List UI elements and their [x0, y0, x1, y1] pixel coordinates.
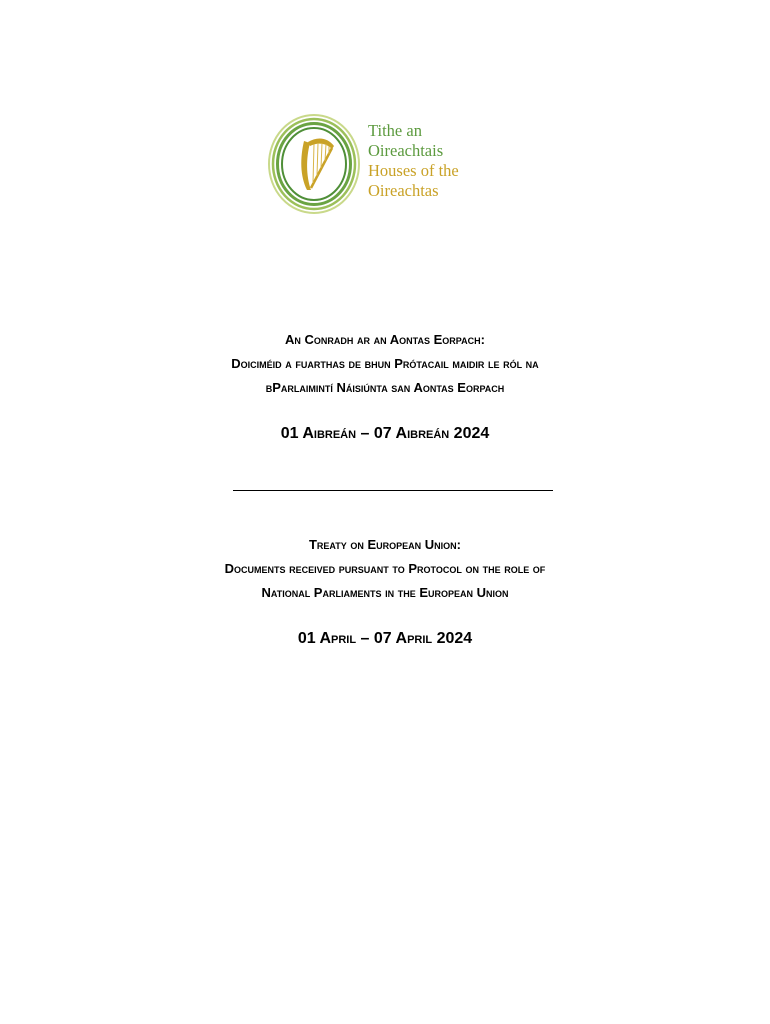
- english-title-line3: National Parliaments in the European Union: [261, 585, 509, 600]
- logo-english-line2: Oireachtas: [368, 181, 439, 200]
- english-title-line2: Documents received pursuant to Protocol on the role of: [224, 561, 546, 576]
- irish-date: 01 Aibreán – 07 Aibreán 2024: [280, 425, 490, 442]
- english-date-block: [0, 627, 770, 651]
- english-date: 01 April – 07 April 2024: [297, 630, 473, 647]
- english-title-block: [0, 533, 770, 605]
- irish-title-block: [0, 328, 770, 400]
- logo-wordmark: [368, 121, 459, 201]
- english-title-line1: Treaty on European Union:: [308, 537, 461, 552]
- irish-date-block: [0, 422, 770, 446]
- separator-line: [233, 490, 553, 491]
- logo-irish-line2: Oireachtais: [368, 141, 444, 160]
- irish-title-line3: bParlaimintí Náisiúnta san Aontas Eorpach: [265, 380, 505, 395]
- houses-of-the-oireachtas-logo: [262, 88, 508, 240]
- logo-english-line1: Houses of the: [368, 161, 459, 180]
- harp-icon: [262, 88, 372, 240]
- logo-irish-line1: Tithe an: [368, 121, 422, 140]
- irish-title-line2: Doiciméid a fuarthas de bhun Prótacail maidir le ról na: [231, 356, 539, 371]
- irish-title-line1: An Conradh ar an Aontas Eorpach:: [285, 332, 485, 347]
